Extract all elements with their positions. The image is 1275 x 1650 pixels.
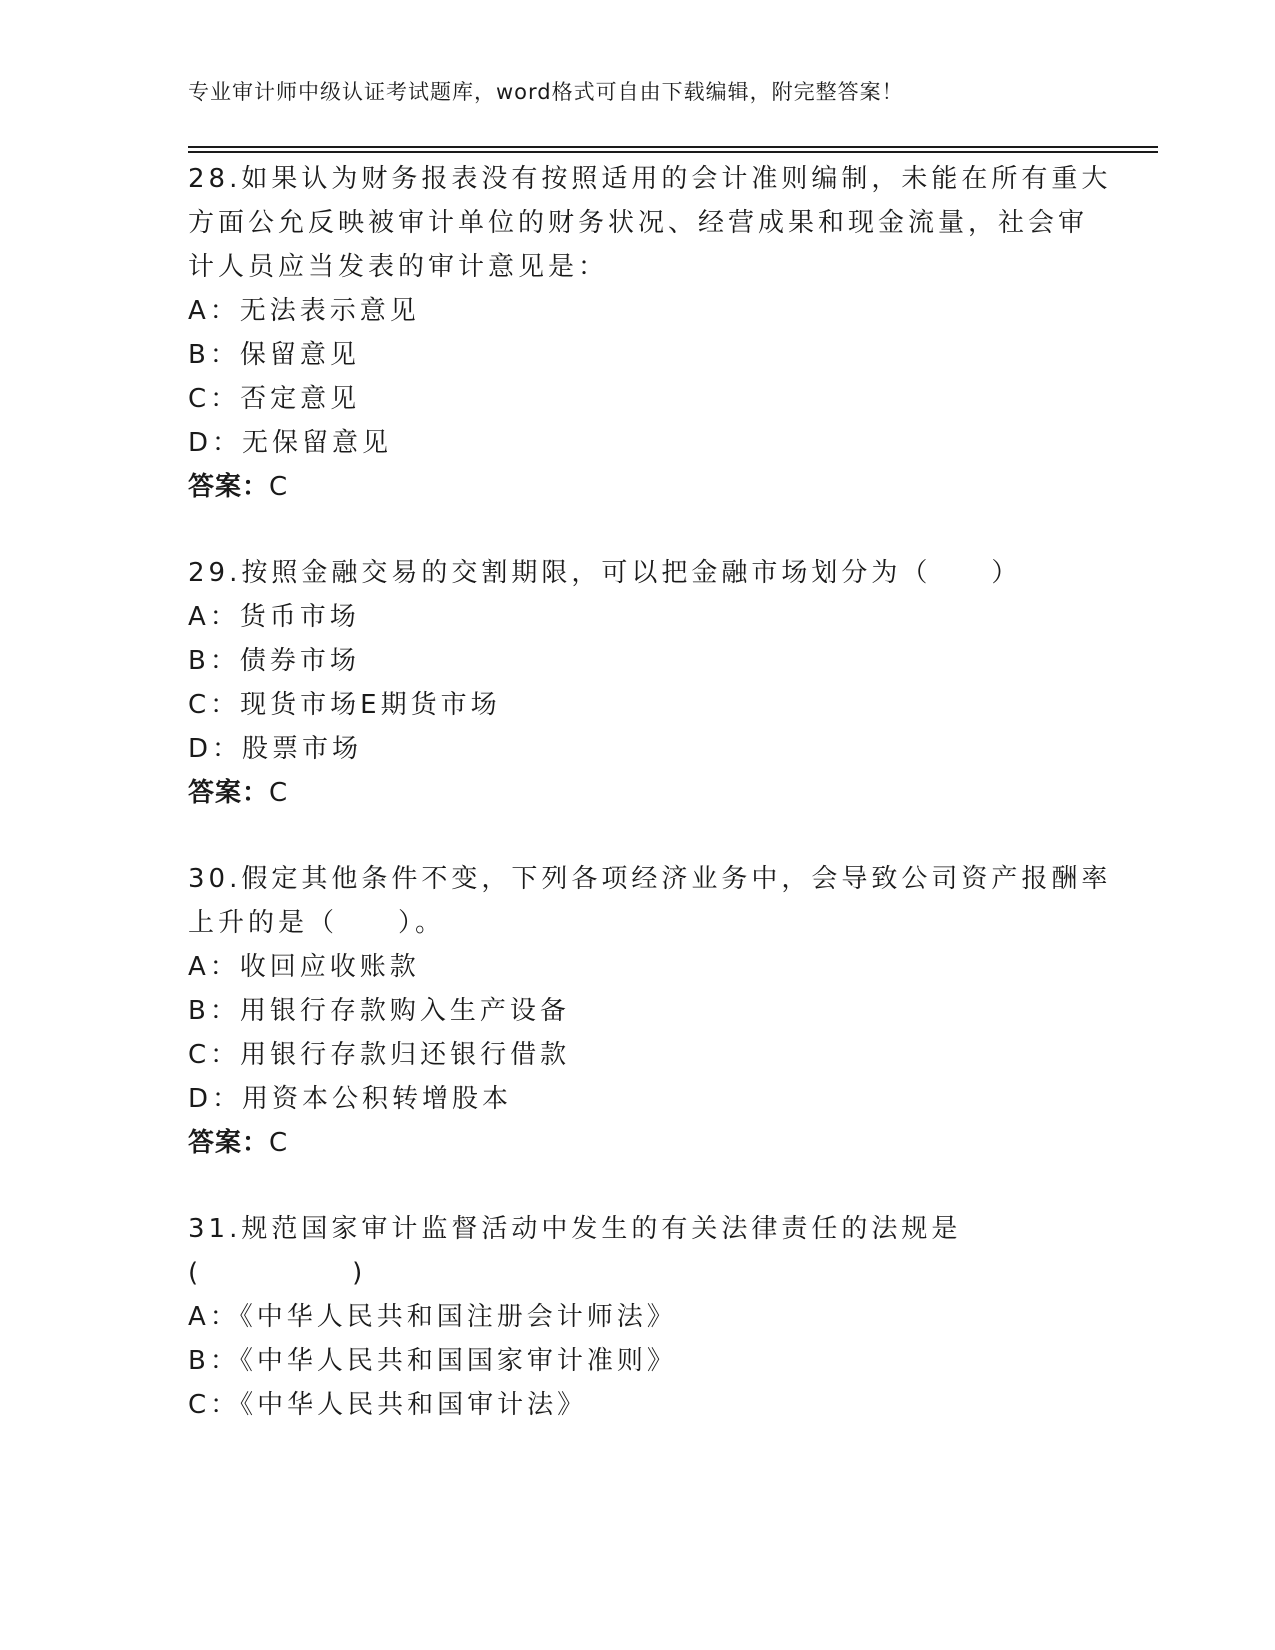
question-28-option-a: A：无法表示意见 <box>188 296 420 326</box>
question-30-option-d: D：用资本公积转增股本 <box>188 1084 513 1114</box>
answer-label: 答案： <box>188 1128 270 1158</box>
question-30-answer <box>188 1120 288 1166</box>
question-28-option-b: B：保留意见 <box>188 340 360 370</box>
question-30-line-2: 上升的是（ ）。 <box>188 908 446 938</box>
answer-value: C <box>269 1128 289 1158</box>
question-31-option-a: A：《中华人民共和国注册会计师法》 <box>188 1302 677 1332</box>
question-28-line-2: 方面公允反映被审计单位的财务状况、经营成果和现金流量，社会审 <box>188 208 1089 238</box>
answer-label: 答案： <box>188 472 270 502</box>
question-29-option-d: D：股票市场 <box>188 734 363 764</box>
question-31-line-2: ( ) <box>188 1258 367 1288</box>
answer-label: 答案： <box>188 778 270 808</box>
question-29-option-c: C：现货市场E期货市场 <box>188 690 501 720</box>
question-30-line-1: 30.假定其他条件不变，下列各项经济业务中，会导致公司资产报酬率 <box>188 864 1112 894</box>
question-31-option-c: C：《中华人民共和国审计法》 <box>188 1390 588 1420</box>
question-28-line-1: 28.如果认为财务报表没有按照适用的会计准则编制，未能在所有重大 <box>188 164 1112 194</box>
question-30-option-a: A：收回应收账款 <box>188 952 420 982</box>
question-29-answer <box>188 770 288 816</box>
question-31-option-b: B：《中华人民共和国国家审计准则》 <box>188 1346 677 1376</box>
header-double-rule <box>188 146 1158 153</box>
answer-value: C <box>269 778 289 808</box>
question-31-line-1: 31.规范国家审计监督活动中发生的有关法律责任的法规是 <box>188 1214 962 1244</box>
question-29-option-b: B：债券市场 <box>188 646 360 676</box>
question-28-line-3: 计人员应当发表的审计意见是： <box>188 252 609 282</box>
answer-value: C <box>269 472 289 502</box>
question-29-option-a: A：货币市场 <box>188 602 360 632</box>
question-28-option-d: D：无保留意见 <box>188 428 393 458</box>
question-28-option-c: C：否定意见 <box>188 384 361 414</box>
page-header: 专业审计师中级认证考试题库，word格式可自由下载编辑，附完整答案！ <box>188 80 904 104</box>
question-29-line-1: 29.按照金融交易的交割期限，可以把金融市场划分为（ ） <box>188 558 1022 588</box>
question-30-option-b: B：用银行存款购入生产设备 <box>188 996 570 1026</box>
question-30-option-c: C：用银行存款归还银行借款 <box>188 1040 571 1070</box>
question-28-answer <box>188 464 288 510</box>
